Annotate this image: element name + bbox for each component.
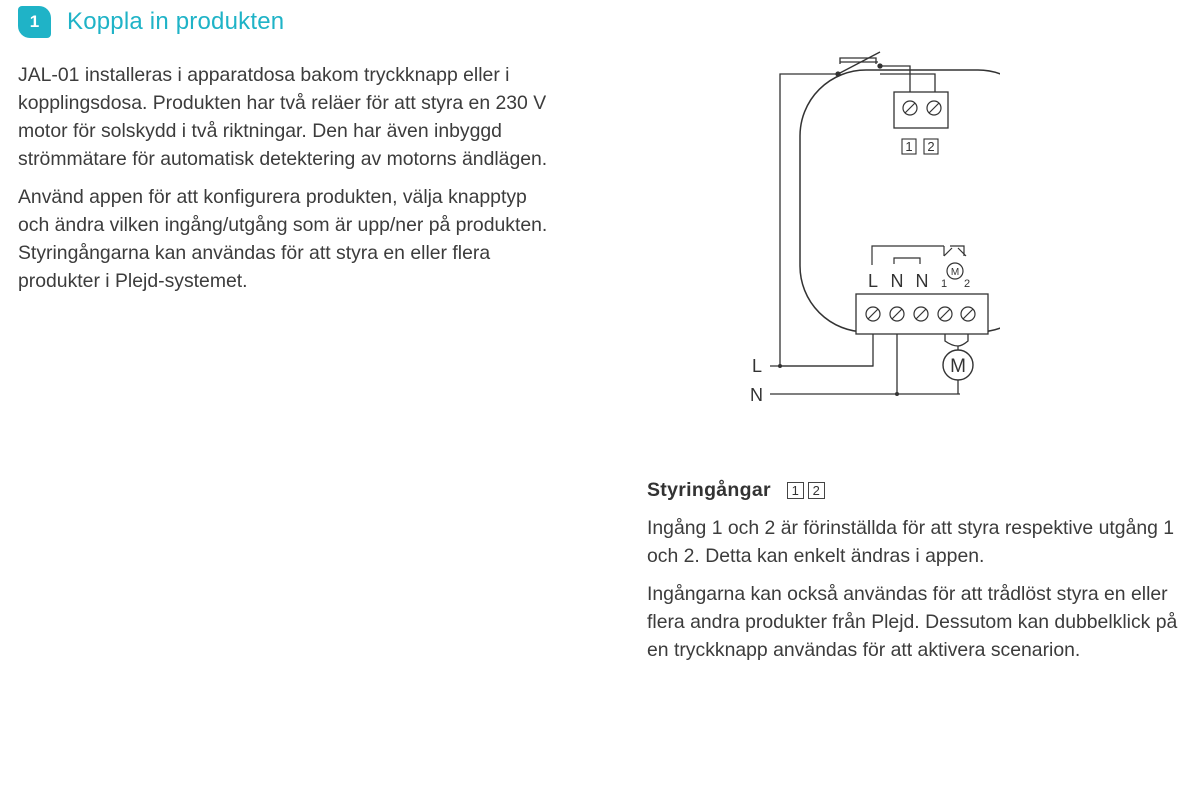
control-inputs-section bbox=[647, 479, 1197, 674]
control-inputs-paragraph: Ingångarna kan också användas för att trådlöst styra en eller flera andra produkter från Plejd. Dessutom kan dubbelklick på en tryckknapp användas för att aktivera scenarion. bbox=[647, 583, 1178, 661]
output-label: L bbox=[867, 271, 879, 291]
output-label: N bbox=[890, 271, 904, 291]
motor-icon bbox=[943, 350, 973, 380]
terminal-box: 2 bbox=[808, 482, 825, 499]
motor-output-number: 2 bbox=[963, 278, 971, 290]
intro-paragraph: JAL-01 installeras i apparatdosa bakom tryckknapp eller i kopplingsdosa. Produkten har två reläer för att styra en 230 V motor för solskydd i två riktningar. Den har även inbyggd strömmätare för automatisk detektering av motorns ändlägen. bbox=[18, 64, 548, 170]
intro-text bbox=[18, 61, 548, 305]
intro-paragraph: Använd appen för att konfigurera produkten, välja knapptyp och ändra vilken ingång/utgång som är upp/ner på produkten. Styringångarna kan användas för att styra en eller flera produkter i Plejd-systemet. bbox=[18, 186, 548, 292]
supply-label: N bbox=[750, 385, 763, 405]
output-label: N bbox=[915, 271, 929, 291]
input-terminal-label: 1 bbox=[905, 139, 913, 154]
control-inputs-heading bbox=[647, 479, 1197, 502]
input-terminal-block bbox=[894, 92, 948, 128]
motor-output-number: 1 bbox=[940, 278, 948, 290]
supply-label: L bbox=[752, 356, 763, 376]
section-header bbox=[18, 6, 284, 38]
control-inputs-paragraph: Ingång 1 och 2 är förinställda för att styra respektive utgång 1 och 2. Detta kan enkelt ändras i appen. bbox=[647, 517, 1175, 567]
section-title: Koppla in produkten bbox=[67, 8, 285, 35]
motor-symbol-icon bbox=[947, 263, 963, 279]
control-inputs-title: Styringångar bbox=[647, 479, 771, 501]
input-terminal-label: 2 bbox=[927, 139, 935, 154]
step-number-badge: 1 bbox=[18, 6, 51, 38]
terminal-box: 1 bbox=[787, 482, 804, 499]
wiring-diagram bbox=[740, 40, 1000, 420]
motor-label: M bbox=[950, 356, 966, 377]
motor-symbol-letter: M bbox=[950, 267, 960, 278]
